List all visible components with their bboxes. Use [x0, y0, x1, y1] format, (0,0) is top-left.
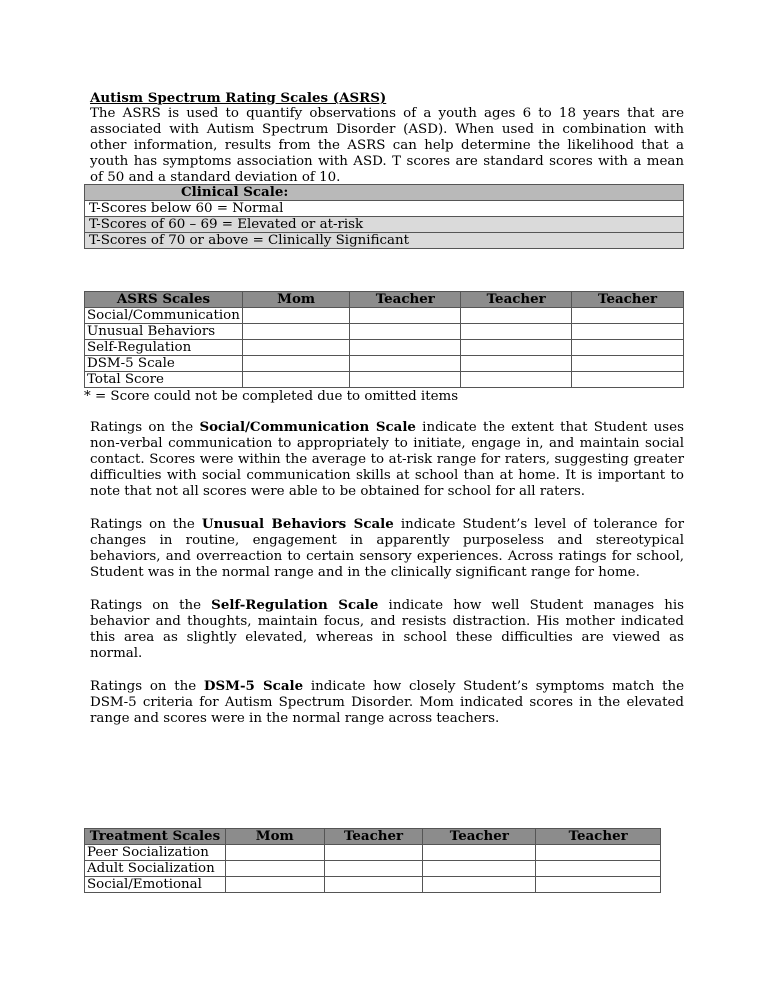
intro-paragraph: The ASRS is used to quantify observations of a youth ages 6 to 18 years that are associated with Autism Spectrum Disorder (ASD). When used in combination with other information, results from the ASRS can help determine the likelihood that a youth has symptoms association with ASD. T scores are standard scores with a mean of 50 and a standard deviation of 10. — [90, 106, 684, 185]
clinical-row: T-Scores below 60 = Normal — [85, 201, 684, 217]
score-cell — [350, 356, 461, 372]
score-cell — [350, 340, 461, 356]
treatment-scales-table — [84, 828, 661, 893]
score-cell — [324, 861, 423, 877]
score-cell — [423, 861, 536, 877]
score-cell — [572, 356, 684, 372]
table-header: Teacher — [572, 292, 684, 308]
score-cell — [242, 356, 349, 372]
scale-name: Self-Regulation Scale — [211, 597, 379, 613]
score-cell — [225, 861, 324, 877]
score-cell — [536, 861, 661, 877]
table-row — [85, 877, 661, 893]
table-header: Mom — [225, 829, 324, 845]
asrs-scores-table — [84, 291, 684, 388]
table-row — [85, 861, 661, 877]
table-row — [85, 372, 684, 388]
table-header: Teacher — [324, 829, 423, 845]
score-cell — [423, 845, 536, 861]
table-header: Teacher — [461, 292, 572, 308]
table-header: Teacher — [423, 829, 536, 845]
score-cell — [461, 324, 572, 340]
row-label: Social/Communication — [85, 308, 243, 324]
section-title: Autism Spectrum Rating Scales (ASRS) — [90, 90, 387, 106]
scale-name: Unusual Behaviors Scale — [201, 516, 394, 532]
row-label: DSM-5 Scale — [85, 356, 243, 372]
clinical-row: T-Scores of 60 – 69 = Elevated or at-risk — [85, 217, 684, 233]
table-header: Teacher — [536, 829, 661, 845]
table-row — [85, 845, 661, 861]
paragraph: Ratings on the Self-Regulation Scale indicate how well Student manages his behavior and thoughts, maintain focus, and resists distraction. His mother indicated this area as slightly elevated, whereas in school these difficulties are viewed as normal. — [90, 597, 685, 661]
score-cell — [324, 877, 423, 893]
score-cell — [536, 877, 661, 893]
score-cell — [461, 372, 572, 388]
score-cell — [572, 340, 684, 356]
paragraph: Ratings on the Social/Communication Scale indicate the extent that Student uses non-verbal communication to appropriately to initiate, engage in, and maintain social contact. Scores were within the average to at-risk range for raters, suggesting greater difficulties with social communication skills at school than at home. It is important to note that not all scores were able to be obtained for school for all raters. — [90, 419, 684, 499]
omitted-items-note: * = Score could not be completed due to omitted items — [84, 389, 459, 404]
table-row — [85, 356, 684, 372]
score-cell — [572, 308, 684, 324]
score-cell — [350, 372, 461, 388]
row-label: Social/Emotional — [85, 877, 226, 893]
intro-section — [90, 90, 684, 186]
score-cell — [423, 877, 536, 893]
score-cell — [242, 372, 349, 388]
score-cell — [536, 845, 661, 861]
table-header: Teacher — [350, 292, 461, 308]
row-label: Unusual Behaviors — [85, 324, 243, 340]
score-cell — [324, 845, 423, 861]
score-cell — [572, 324, 684, 340]
score-cell — [461, 308, 572, 324]
score-cell — [242, 340, 349, 356]
score-cell — [461, 356, 572, 372]
score-cell — [350, 324, 461, 340]
clinical-scale-heading: Clinical Scale: — [85, 185, 684, 201]
table-header: Treatment Scales — [85, 829, 226, 845]
score-cell — [242, 308, 349, 324]
table-row — [85, 308, 684, 324]
scale-name: DSM-5 Scale — [203, 678, 304, 694]
table-header: Mom — [242, 292, 349, 308]
paragraph: Ratings on the DSM-5 Scale indicate how closely Student’s symptoms match the DSM-5 criteria for Autism Spectrum Disorder. Mom indicated scores in the elevated range and scores were in the normal range across teachers. — [90, 678, 684, 726]
row-label: Total Score — [85, 372, 243, 388]
paragraph: Ratings on the Unusual Behaviors Scale indicate Student’s level of tolerance for changes in routine, engagement in apparently purposeless and stereotypical behaviors, and overreaction to certain sensory experiences. Across ratings for school, Student was in the normal range and in the clinically significant range for home. — [90, 516, 684, 580]
row-label: Peer Socialization — [85, 845, 226, 861]
score-cell — [572, 372, 684, 388]
row-label: Self-Regulation — [85, 340, 243, 356]
score-cell — [225, 845, 324, 861]
table-row — [85, 324, 684, 340]
row-label: Adult Socialization — [85, 861, 226, 877]
clinical-scale-table — [84, 184, 684, 249]
scale-name: Social/Communication Scale — [199, 419, 416, 435]
table-row — [85, 340, 684, 356]
score-cell — [225, 877, 324, 893]
clinical-row: T-Scores of 70 or above = Clinically Significant — [85, 233, 684, 249]
interpretation-section — [90, 419, 684, 743]
score-cell — [461, 340, 572, 356]
score-cell — [242, 324, 349, 340]
score-cell — [350, 308, 461, 324]
table-header: ASRS Scales — [85, 292, 243, 308]
